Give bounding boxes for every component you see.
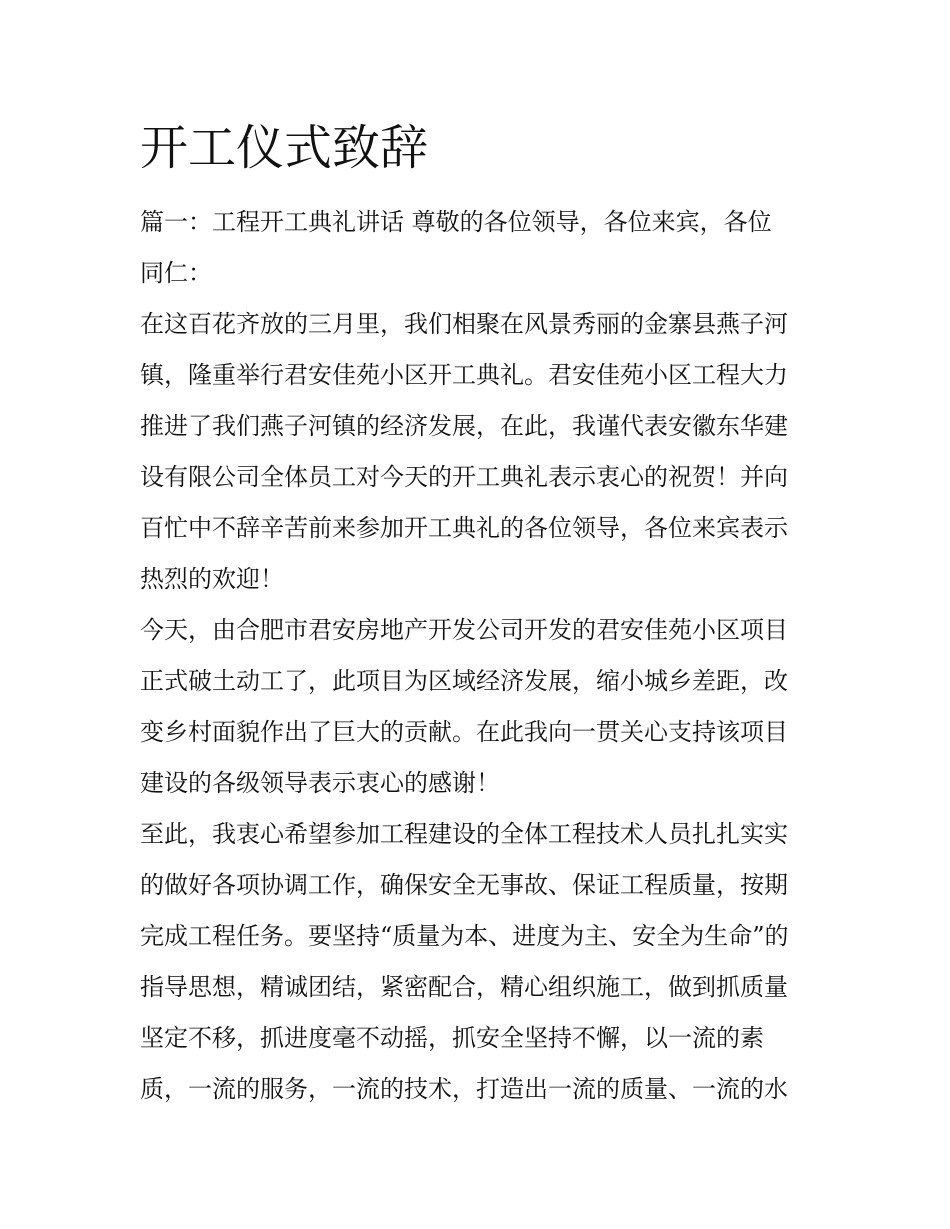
body-line: 同仁： (140, 259, 212, 287)
body-line: 变乡村面貌作出了巨大的贡献。在此我向一贯关心支持该项目 (140, 718, 788, 746)
body-line: 至此，我衷心希望参加工程建设的全体工程技术人员扎扎实实 (140, 820, 788, 848)
body-line: 设有限公司全体员工对今天的开工典礼表示衷心的祝贺！并向 (140, 463, 788, 491)
body-line: 推进了我们燕子河镇的经济发展，在此，我谨代表安徽东华建 (140, 412, 788, 440)
body-line: 建设的各级领导表示衷心的感谢！ (140, 769, 500, 797)
body-line: 镇，隆重举行君安佳苑小区开工典礼。君安佳苑小区工程大力 (140, 361, 788, 389)
body-line: 的做好各项协调工作，确保安全无事故、保证工程质量，按期 (140, 871, 788, 899)
body-line: 在这百花齐放的三月里，我们相聚在风景秀丽的金寨县燕子河 (140, 310, 788, 338)
body-line: 篇一：工程开工典礼讲话 尊敬的各位领导，各位来宾，各位 (140, 208, 772, 236)
body-line: 正式破土动工了，此项目为区域经济发展，缩小城乡差距，改 (140, 667, 788, 695)
body-line: 百忙中不辞辛苦前来参加开工典礼的各位领导，各位来宾表示 (140, 514, 788, 542)
document-title: 开工仪式致辞 (140, 120, 429, 176)
body-line: 热烈的欢迎！ (140, 565, 284, 593)
body-line: 完成工程任务。要坚持“质量为本、进度为主、安全为生命”的 (140, 922, 789, 950)
body-line: 指导思想，精诚团结，紧密配合，精心组织施工，做到抓质量 (140, 973, 788, 1001)
body-line: 今天，由合肥市君安房地产开发公司开发的君安佳苑小区项目 (140, 616, 788, 644)
body-line: 坚定不移，抓进度毫不动摇，抓安全坚持不懈，以一流的素 (140, 1024, 764, 1052)
body-line: 质，一流的服务，一流的技术，打造出一流的质量、一流的水 (140, 1075, 788, 1103)
